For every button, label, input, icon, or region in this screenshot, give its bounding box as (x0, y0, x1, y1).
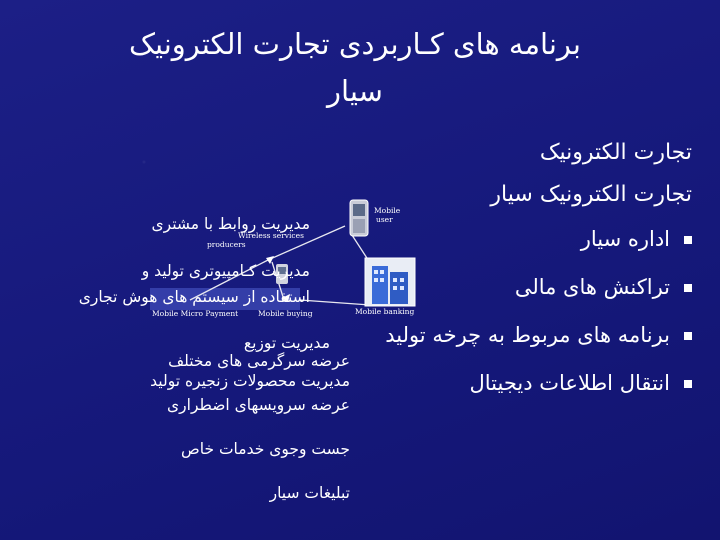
label-mobile-buying: Mobile buying (258, 309, 313, 318)
bullet-item: برنامه های مربوط به چرخه تولید (332, 320, 692, 368)
label-producers: producers (207, 240, 246, 249)
left-line-3: استفاده از سیستم های هوش تجاری (78, 288, 310, 306)
left-line-4: مدیریت توزیع (243, 334, 330, 352)
mobile-phone-icon (350, 200, 368, 236)
label-user: user (376, 215, 393, 224)
bank-building-icon (365, 258, 415, 306)
label-mobile: Mobile (374, 206, 401, 215)
slide-title-line1: برنامه های کـاربردی تجارت الکترونیک (129, 27, 581, 61)
label-wireless-services: Wireless services (238, 231, 304, 240)
left-line-7: عرضه سرویسهای اضطراری (167, 396, 350, 414)
connector-line (300, 300, 370, 305)
bullet-item: انتقال اطلاعات دیجیتال (332, 368, 692, 416)
bullet-item: اداره سیار (332, 224, 692, 272)
left-line-1: مدیریت روابط با مشتری (151, 215, 310, 233)
label-mobile-banking: Mobile banking (355, 307, 415, 316)
left-line-8: جست وجوی خدمات خاص (181, 440, 350, 458)
left-line-9: تبلیغات سیار (269, 484, 350, 502)
left-line-2: مدیریت کـامپیوتری تولید و (141, 262, 310, 280)
heading-mobile-commerce: تجارت الکترونیک سیار (490, 182, 692, 207)
bullet-item: تراکنش های مالی (332, 272, 692, 320)
slide-title-line2: سیار (327, 74, 383, 108)
label-micro-payment: Mobile Micro Payment (152, 309, 239, 318)
left-line-5: عرضه سرگرمی های مختلف (168, 352, 350, 370)
left-line-6: مدیریت محصولات زنجیره تولید (150, 372, 350, 390)
heading-ecommerce: تجارت الکترونیک (539, 140, 692, 165)
